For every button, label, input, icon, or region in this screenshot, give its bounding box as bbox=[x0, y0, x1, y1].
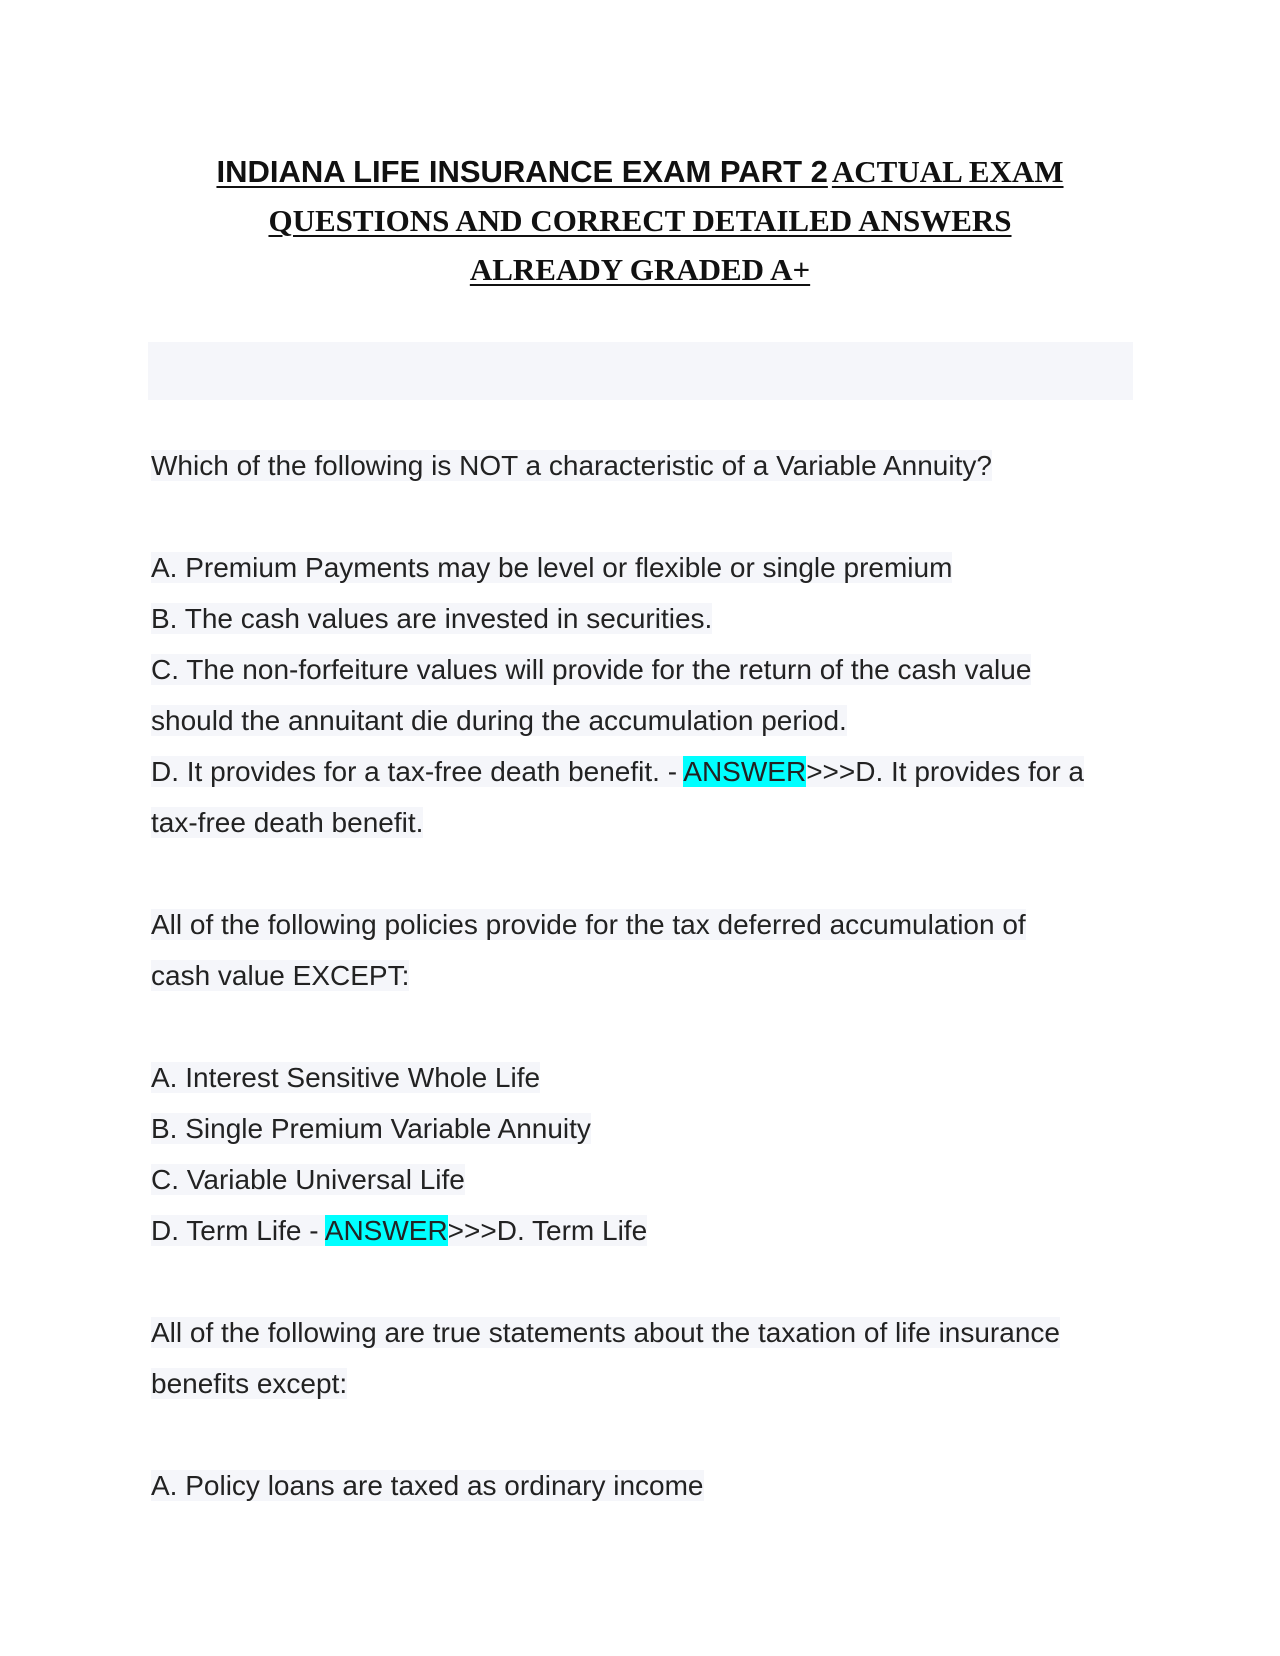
question-2-option-c: C. Variable Universal Life bbox=[151, 1164, 465, 1195]
title-line-3-text: ALREADY GRADED A+ bbox=[469, 252, 811, 287]
spacer bbox=[151, 848, 1141, 899]
question-3-text-line-2: benefits except: bbox=[151, 1368, 348, 1399]
questions-content bbox=[151, 440, 1141, 1511]
question-1-answer-line-2: tax-free death benefit. bbox=[151, 807, 424, 838]
document-title bbox=[150, 150, 1130, 297]
question-2-answer: >>>D. Term Life bbox=[447, 1215, 648, 1246]
title-line-1 bbox=[150, 150, 1130, 199]
question-2-text-line-1: All of the following policies provide for the tax deferred accumulation of bbox=[151, 909, 1026, 940]
spacer bbox=[151, 1001, 1141, 1052]
title-line-3 bbox=[150, 248, 1130, 297]
question-1-option-c-line-2: should the annuitant die during the accumulation period. bbox=[151, 705, 847, 736]
spacer bbox=[151, 491, 1141, 542]
question-2-text-line-2: cash value EXCEPT: bbox=[151, 960, 410, 991]
question-1-option-b: B. The cash values are invested in securities. bbox=[151, 603, 713, 634]
spacer bbox=[151, 1256, 1141, 1307]
title-line-2-text: QUESTIONS AND CORRECT DETAILED ANSWERS bbox=[268, 203, 1012, 238]
question-2-option-b: B. Single Premium Variable Annuity bbox=[151, 1113, 591, 1144]
blank-highlight-band bbox=[148, 342, 1133, 400]
question-1-option-d: D. It provides for a tax-free death benefit. - ANSWER>>>D. It provides for a bbox=[151, 756, 1084, 787]
title-line-1-sans: INDIANA LIFE INSURANCE EXAM PART 2 bbox=[216, 154, 828, 189]
title-line-2 bbox=[150, 199, 1130, 248]
question-1-answer-line-1: >>>D. It provides for a bbox=[806, 756, 1084, 787]
question-3-text-line-1: All of the following are true statements about the taxation of life insurance bbox=[151, 1317, 1060, 1348]
question-1-option-c-line-1: C. The non-forfeiture values will provide for the return of the cash value bbox=[151, 654, 1032, 685]
spacer bbox=[151, 1409, 1141, 1460]
title-line-1-serif: ACTUAL EXAM bbox=[831, 154, 1064, 189]
question-1-option-a: A. Premium Payments may be level or flexible or single premium bbox=[151, 552, 953, 583]
answer-highlight: ANSWER bbox=[683, 756, 807, 787]
question-1-text: Which of the following is NOT a characteristic of a Variable Annuity? bbox=[151, 450, 992, 481]
answer-highlight: ANSWER bbox=[324, 1215, 448, 1246]
question-2-option-a: A. Interest Sensitive Whole Life bbox=[151, 1062, 541, 1093]
question-3-option-a: A. Policy loans are taxed as ordinary income bbox=[151, 1470, 704, 1501]
question-2-option-d: D. Term Life - ANSWER>>>D. Term Life bbox=[151, 1215, 648, 1246]
